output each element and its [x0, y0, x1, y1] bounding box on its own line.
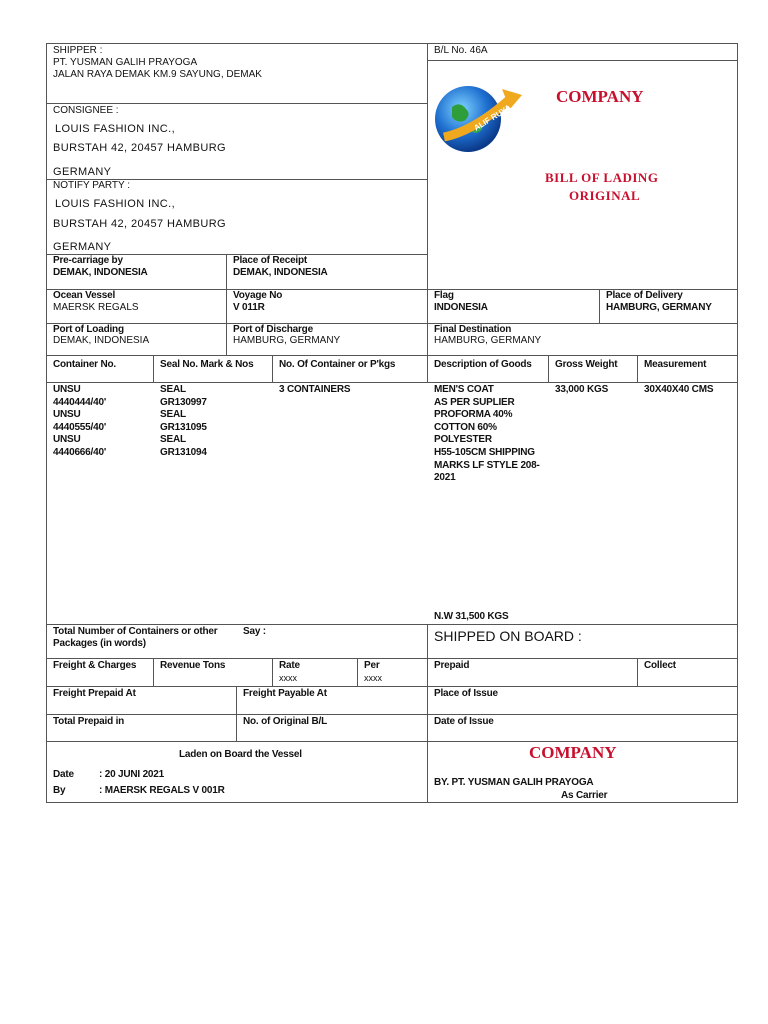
laden-date-label: Date [53, 769, 74, 780]
port-of-loading-value: DEMAK, INDONESIA [53, 335, 150, 346]
freight-charges-label: Freight & Charges [53, 660, 137, 671]
final-destination-value: HAMBURG, GERMANY [434, 335, 542, 346]
port-of-loading-label: Port of Loading [53, 324, 124, 335]
ocean-vessel-value: MAERSK REGALS [53, 302, 139, 313]
per-value: xxxx [364, 673, 382, 683]
no-original-label: No. of Original B/L [243, 716, 327, 727]
voyage-no-value: V 011R [233, 302, 265, 313]
consignee-street: BURSTAH 42, 20457 HAMBURG [53, 142, 227, 154]
consignee-country: GERMANY [53, 166, 112, 178]
bl-number: B/L No. 46A [434, 45, 488, 56]
ocean-vessel-label: Ocean Vessel [53, 290, 116, 301]
shipped-on-board: SHIPPED ON BOARD : [434, 628, 582, 644]
company-name: COMPANY [556, 87, 644, 106]
container-numbers: UNSU 4440444/40' UNSU 4440555/40' UNSU 4440666/40' [53, 384, 107, 458]
prepaid-label: Prepaid [434, 660, 470, 671]
seal-no-header: Seal No. Mark & Nos [160, 359, 254, 370]
laden-by-label: By [53, 785, 66, 796]
gross-weight-value: 33,000 KGS [555, 384, 609, 395]
total-packages-label-1: Total Number of Containers or other [53, 626, 218, 637]
port-of-discharge-value: HAMBURG, GERMANY [233, 335, 341, 346]
revenue-tons-label: Revenue Tons [160, 660, 226, 671]
notify-party-name: LOUIS FASHION INC., [55, 198, 176, 210]
bill-of-lading-title: BILL OF LADING [545, 170, 659, 185]
total-packages-label-2: Packages (in words) [53, 638, 146, 649]
consignee-label: CONSIGNEE : [53, 105, 119, 116]
shipper-name: PT. YUSMAN GALIH PRAYOGA [53, 57, 198, 68]
packages-header: No. Of Container or P'kgs [279, 359, 396, 370]
port-of-discharge-label: Port of Discharge [233, 324, 313, 335]
laden-title: Laden on Board the Vessel [179, 749, 302, 760]
voyage-no-label: Voyage No [233, 290, 283, 301]
place-of-delivery-value: HAMBURG, GERMANY [606, 302, 712, 313]
flag-label: Flag [434, 290, 454, 301]
place-of-receipt-value: DEMAK, INDONESIA [233, 267, 328, 278]
prepaid-at-label: Freight Prepaid At [53, 688, 136, 699]
as-carrier: As Carrier [561, 790, 608, 801]
original-title: ORIGINAL [569, 188, 641, 203]
date-of-issue-label: Date of Issue [434, 716, 494, 727]
place-of-receipt-label: Place of Receipt [233, 255, 308, 266]
description-header: Description of Goods [434, 359, 532, 370]
rate-label: Rate [279, 660, 300, 671]
place-of-delivery-label: Place of Delivery [606, 290, 683, 301]
notify-party-country: GERMANY [53, 241, 112, 253]
say-label: Say : [243, 626, 266, 637]
package-count: 3 CONTAINERS [279, 384, 351, 395]
carrier-company-name: COMPANY [529, 743, 617, 762]
goods-description: MEN'S COAT AS PER SUPLIER PROFORMA 40% COTTON 60% POLYESTER H55-105CM SHIPPING MARKS LF STYLE 208- 2021 [434, 384, 540, 484]
cargo-body [46, 382, 738, 625]
pre-carriage-label: Pre-carriage by [53, 255, 123, 266]
gross-weight-header: Gross Weight [555, 359, 618, 370]
bill-of-lading [46, 43, 738, 803]
svg-text:ALIF RUYA: ALIF RUYA [472, 102, 513, 133]
notify-party-street: BURSTAH 42, 20457 HAMBURG [53, 218, 227, 230]
rate-value: xxxx [279, 673, 297, 683]
seal-numbers: SEAL GR130997 SEAL GR131095 SEAL GR131094 [160, 384, 207, 458]
total-prepaid-label: Total Prepaid in [53, 716, 125, 727]
measurement-header: Measurement [644, 359, 707, 370]
laden-by-value: : MAERSK REGALS V 001R [99, 785, 225, 796]
container-no-header: Container No. [53, 359, 116, 370]
flag-value: INDONESIA [434, 302, 488, 313]
carrier-by: BY. PT. YUSMAN GALIH PRAYOGA [434, 777, 594, 788]
final-destination-label: Final Destination [434, 324, 512, 335]
payable-at-label: Freight Payable At [243, 688, 327, 699]
shipper-address: JALAN RAYA DEMAK KM.9 SAYUNG, DEMAK [53, 69, 262, 80]
collect-label: Collect [644, 660, 676, 671]
consignee-name: LOUIS FASHION INC., [55, 123, 176, 135]
laden-date-value: : 20 JUNI 2021 [99, 769, 165, 780]
company-logo [430, 79, 526, 159]
shipper-label: SHIPPER : [53, 45, 103, 56]
place-of-issue-label: Place of Issue [434, 688, 498, 699]
per-label: Per [364, 660, 380, 671]
notify-party-label: NOTIFY PARTY : [53, 180, 131, 191]
net-weight: N.W 31,500 KGS [434, 611, 509, 622]
pre-carriage-value: DEMAK, INDONESIA [53, 267, 148, 278]
measurement-value: 30X40X40 CMS [644, 384, 714, 395]
